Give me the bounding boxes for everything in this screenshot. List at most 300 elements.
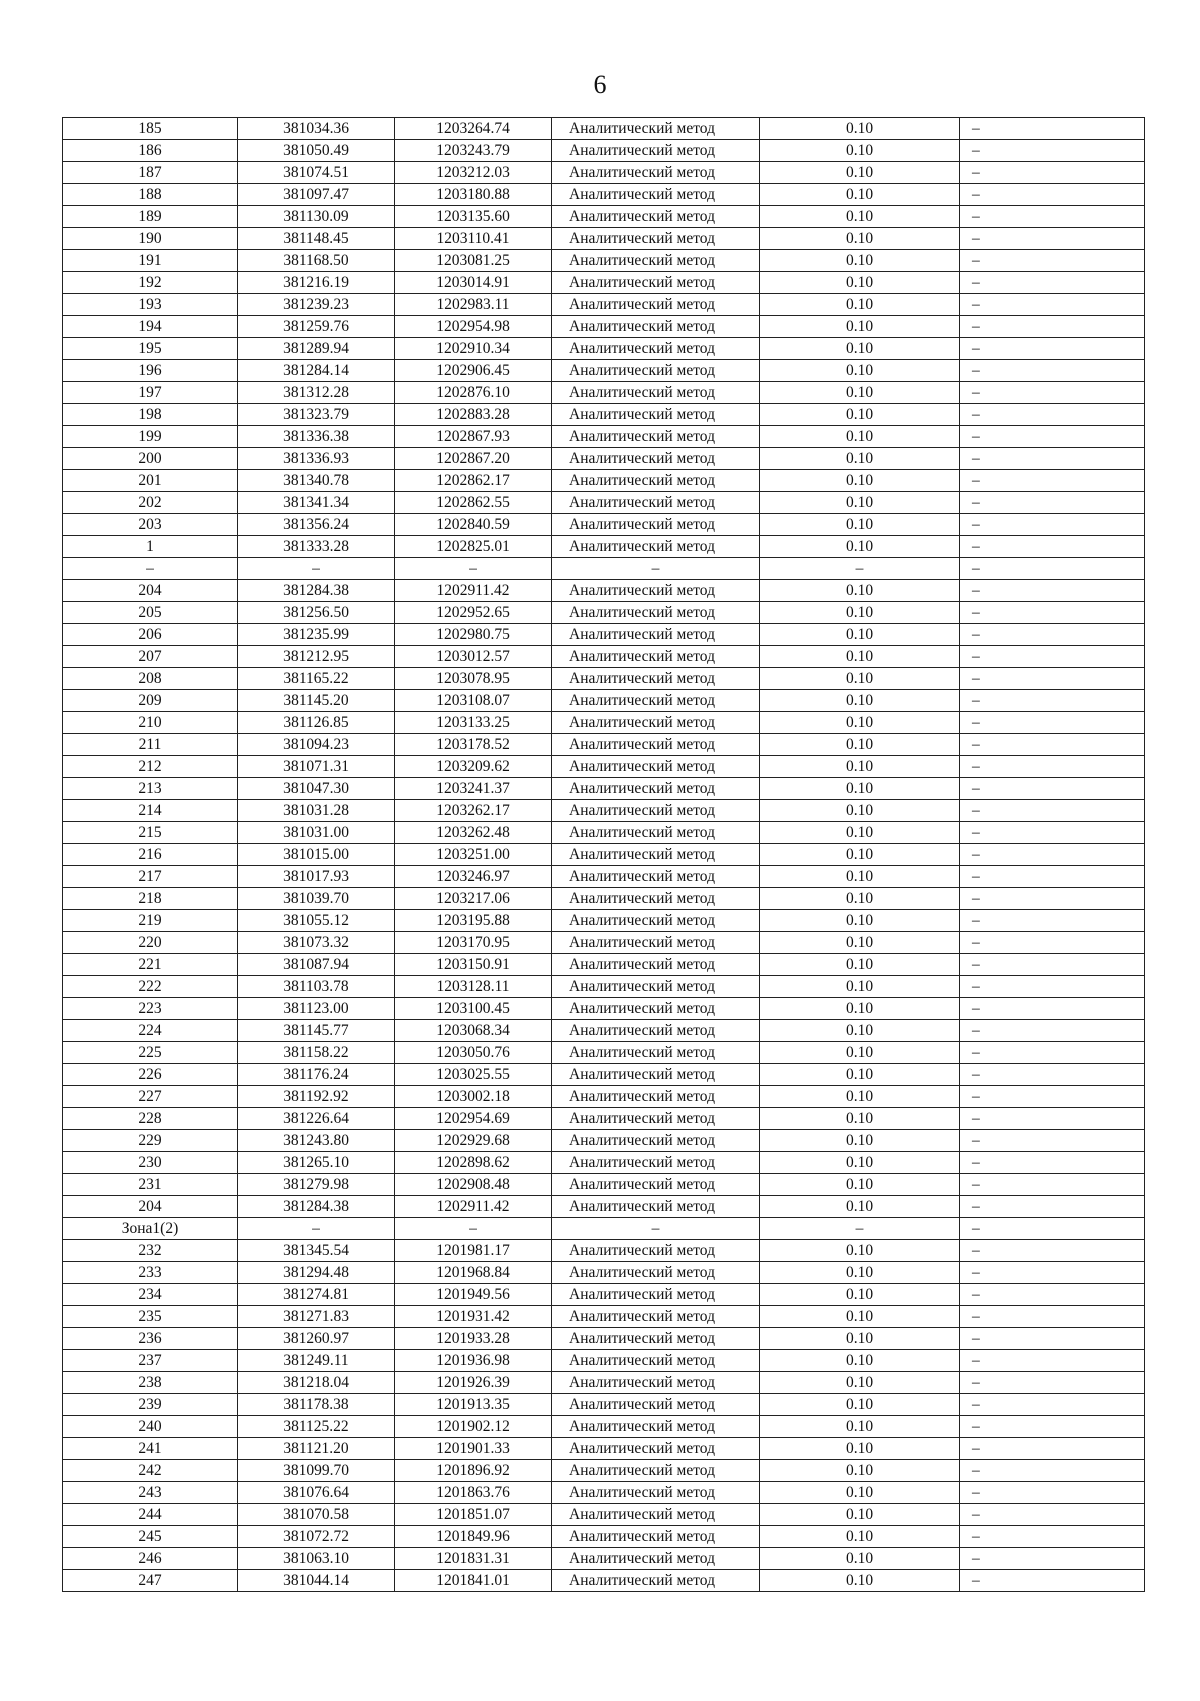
method-cell: Аналитический метод [552, 888, 760, 910]
method-cell: Аналитический метод [552, 668, 760, 690]
table-row [63, 1548, 1145, 1570]
method-cell: Аналитический метод [552, 184, 760, 206]
point-number-cell: 234 [63, 1284, 238, 1306]
method-cell: Аналитический метод [552, 1328, 760, 1350]
method-cell: Аналитический метод [552, 756, 760, 778]
y-coordinate-cell: 1203133.25 [395, 712, 552, 734]
point-number-cell: 190 [63, 228, 238, 250]
table-row [63, 1350, 1145, 1372]
point-number-cell: 223 [63, 998, 238, 1020]
remark-cell: – [960, 866, 1145, 888]
table-row [63, 1570, 1145, 1592]
remark-cell: – [960, 844, 1145, 866]
table-row [63, 360, 1145, 382]
method-cell: Аналитический метод [552, 1482, 760, 1504]
table-row [63, 426, 1145, 448]
table-row [63, 1460, 1145, 1482]
method-cell: Аналитический метод [552, 778, 760, 800]
table-row [63, 1020, 1145, 1042]
table-row [63, 1196, 1145, 1218]
point-number-cell: 245 [63, 1526, 238, 1548]
remark-cell: – [960, 668, 1145, 690]
y-coordinate-cell: 1201931.42 [395, 1306, 552, 1328]
method-cell: Аналитический метод [552, 140, 760, 162]
accuracy-cell: 0.10 [760, 1350, 960, 1372]
table-row [63, 800, 1145, 822]
x-coordinate-cell: 381345.54 [238, 1240, 395, 1262]
method-cell: Аналитический метод [552, 294, 760, 316]
accuracy-cell: 0.10 [760, 1130, 960, 1152]
accuracy-cell: 0.10 [760, 954, 960, 976]
y-coordinate-cell: 1201851.07 [395, 1504, 552, 1526]
method-cell: Аналитический метод [552, 976, 760, 998]
point-number-cell: 226 [63, 1064, 238, 1086]
x-coordinate-cell: 381259.76 [238, 316, 395, 338]
method-cell: Аналитический метод [552, 800, 760, 822]
table-row [63, 404, 1145, 426]
point-number-cell: 240 [63, 1416, 238, 1438]
x-coordinate-cell: 381212.95 [238, 646, 395, 668]
point-number-cell: 193 [63, 294, 238, 316]
y-coordinate-cell: 1203002.18 [395, 1086, 552, 1108]
point-number-cell: 1 [63, 536, 238, 558]
x-coordinate-cell: 381243.80 [238, 1130, 395, 1152]
x-coordinate-cell: 381192.92 [238, 1086, 395, 1108]
table-row [63, 734, 1145, 756]
table-row [63, 910, 1145, 932]
x-coordinate-cell: 381123.00 [238, 998, 395, 1020]
point-number-cell: 208 [63, 668, 238, 690]
remark-cell: – [960, 184, 1145, 206]
y-coordinate-cell: 1202910.34 [395, 338, 552, 360]
accuracy-cell: 0.10 [760, 316, 960, 338]
table-row [63, 624, 1145, 646]
y-coordinate-cell: 1203050.76 [395, 1042, 552, 1064]
table-row [63, 250, 1145, 272]
y-coordinate-cell: 1202954.98 [395, 316, 552, 338]
remark-cell: – [960, 932, 1145, 954]
x-coordinate-cell: 381336.38 [238, 426, 395, 448]
remark-cell: – [960, 294, 1145, 316]
method-cell: Аналитический метод [552, 734, 760, 756]
table-row [63, 514, 1145, 536]
x-coordinate-cell: 381071.31 [238, 756, 395, 778]
table-row [63, 118, 1145, 140]
point-number-cell: 214 [63, 800, 238, 822]
point-number-cell: 236 [63, 1328, 238, 1350]
accuracy-cell: 0.10 [760, 1262, 960, 1284]
y-coordinate-cell: 1203241.37 [395, 778, 552, 800]
point-number-cell: 231 [63, 1174, 238, 1196]
x-coordinate-cell: 381145.20 [238, 690, 395, 712]
accuracy-cell: 0.10 [760, 360, 960, 382]
accuracy-cell: 0.10 [760, 426, 960, 448]
remark-cell: – [960, 1526, 1145, 1548]
x-coordinate-cell: 381333.28 [238, 536, 395, 558]
x-coordinate-cell: 381289.94 [238, 338, 395, 360]
table-row [63, 1174, 1145, 1196]
point-number-cell: 207 [63, 646, 238, 668]
y-coordinate-cell: 1203217.06 [395, 888, 552, 910]
method-cell: Аналитический метод [552, 690, 760, 712]
table-row [63, 646, 1145, 668]
point-number-cell: 210 [63, 712, 238, 734]
point-number-cell: 242 [63, 1460, 238, 1482]
y-coordinate-cell: 1202980.75 [395, 624, 552, 646]
point-number-cell: 244 [63, 1504, 238, 1526]
table-row [63, 492, 1145, 514]
y-coordinate-cell: 1203251.00 [395, 844, 552, 866]
x-coordinate-cell: 381356.24 [238, 514, 395, 536]
remark-cell: – [960, 1218, 1145, 1240]
remark-cell: – [960, 734, 1145, 756]
point-number-cell: 222 [63, 976, 238, 998]
accuracy-cell: 0.10 [760, 492, 960, 514]
table-row [63, 338, 1145, 360]
remark-cell: – [960, 954, 1145, 976]
y-coordinate-cell: 1203150.91 [395, 954, 552, 976]
remark-cell: – [960, 646, 1145, 668]
x-coordinate-cell: 381039.70 [238, 888, 395, 910]
x-coordinate-cell: 381341.34 [238, 492, 395, 514]
y-coordinate-cell: 1203081.25 [395, 250, 552, 272]
remark-cell: – [960, 1130, 1145, 1152]
remark-cell: – [960, 492, 1145, 514]
point-number-cell: 229 [63, 1130, 238, 1152]
table-row [63, 470, 1145, 492]
accuracy-cell: 0.10 [760, 1460, 960, 1482]
remark-cell: – [960, 756, 1145, 778]
table-row [63, 316, 1145, 338]
accuracy-cell: 0.10 [760, 404, 960, 426]
remark-cell: – [960, 976, 1145, 998]
accuracy-cell: 0.10 [760, 536, 960, 558]
accuracy-cell: 0.10 [760, 1196, 960, 1218]
point-number-cell: 197 [63, 382, 238, 404]
remark-cell: – [960, 228, 1145, 250]
remark-cell: – [960, 1174, 1145, 1196]
table-row [63, 536, 1145, 558]
accuracy-cell: 0.10 [760, 1020, 960, 1042]
point-number-cell: 230 [63, 1152, 238, 1174]
remark-cell: – [960, 580, 1145, 602]
x-coordinate-cell: 381055.12 [238, 910, 395, 932]
remark-cell: – [960, 206, 1145, 228]
y-coordinate-cell: 1201902.12 [395, 1416, 552, 1438]
accuracy-cell: 0.10 [760, 448, 960, 470]
accuracy-cell: 0.10 [760, 1372, 960, 1394]
remark-cell: – [960, 1086, 1145, 1108]
table-row [63, 206, 1145, 228]
accuracy-cell: 0.10 [760, 1526, 960, 1548]
accuracy-cell: 0.10 [760, 272, 960, 294]
x-coordinate-cell: 381312.28 [238, 382, 395, 404]
method-cell: Аналитический метод [552, 822, 760, 844]
accuracy-cell: 0.10 [760, 932, 960, 954]
point-number-cell: 206 [63, 624, 238, 646]
method-cell: Аналитический метод [552, 624, 760, 646]
method-cell: Аналитический метод [552, 426, 760, 448]
x-coordinate-cell: 381074.51 [238, 162, 395, 184]
accuracy-cell: 0.10 [760, 1042, 960, 1064]
table-row [63, 1152, 1145, 1174]
x-coordinate-cell: 381271.83 [238, 1306, 395, 1328]
accuracy-cell: 0.10 [760, 184, 960, 206]
remark-cell: – [960, 1460, 1145, 1482]
y-coordinate-cell: 1203178.52 [395, 734, 552, 756]
accuracy-cell: 0.10 [760, 866, 960, 888]
point-number-cell: 201 [63, 470, 238, 492]
accuracy-cell: 0.10 [760, 1438, 960, 1460]
y-coordinate-cell: 1203110.41 [395, 228, 552, 250]
accuracy-cell: 0.10 [760, 162, 960, 184]
x-coordinate-cell: 381239.23 [238, 294, 395, 316]
accuracy-cell: 0.10 [760, 910, 960, 932]
y-coordinate-cell: 1201841.01 [395, 1570, 552, 1592]
point-number-cell: 246 [63, 1548, 238, 1570]
accuracy-cell: 0.10 [760, 1306, 960, 1328]
accuracy-cell: 0.10 [760, 118, 960, 140]
x-coordinate-cell: 381076.64 [238, 1482, 395, 1504]
page-number: 6 [593, 70, 607, 99]
accuracy-cell: 0.10 [760, 580, 960, 602]
x-coordinate-cell: 381284.14 [238, 360, 395, 382]
accuracy-cell: 0.10 [760, 602, 960, 624]
x-coordinate-cell: 381249.11 [238, 1350, 395, 1372]
method-cell: Аналитический метод [552, 360, 760, 382]
remark-cell: – [960, 536, 1145, 558]
y-coordinate-cell: 1201936.98 [395, 1350, 552, 1372]
accuracy-cell: 0.10 [760, 668, 960, 690]
method-cell: Аналитический метод [552, 998, 760, 1020]
y-coordinate-cell: 1202983.11 [395, 294, 552, 316]
method-cell: Аналитический метод [552, 316, 760, 338]
method-cell: Аналитический метод [552, 712, 760, 734]
method-cell: Аналитический метод [552, 1152, 760, 1174]
x-coordinate-cell: 381034.36 [238, 118, 395, 140]
remark-cell: – [960, 1504, 1145, 1526]
remark-cell: – [960, 1108, 1145, 1130]
method-cell: Аналитический метод [552, 954, 760, 976]
y-coordinate-cell: 1201896.92 [395, 1460, 552, 1482]
y-coordinate-cell: 1203246.97 [395, 866, 552, 888]
point-number-cell: 237 [63, 1350, 238, 1372]
x-coordinate-cell: 381168.50 [238, 250, 395, 272]
method-cell: Аналитический метод [552, 1416, 760, 1438]
y-coordinate-cell: 1203243.79 [395, 140, 552, 162]
x-coordinate-cell: 381073.32 [238, 932, 395, 954]
y-coordinate-cell: 1202876.10 [395, 382, 552, 404]
method-cell: Аналитический метод [552, 1284, 760, 1306]
x-coordinate-cell: 381279.98 [238, 1174, 395, 1196]
method-cell: Аналитический метод [552, 1262, 760, 1284]
method-cell: Аналитический метод [552, 844, 760, 866]
x-coordinate-cell: 381260.97 [238, 1328, 395, 1350]
point-number-cell: 209 [63, 690, 238, 712]
table-row [63, 228, 1145, 250]
table-row [63, 1394, 1145, 1416]
y-coordinate-cell: 1202867.93 [395, 426, 552, 448]
table-row [63, 272, 1145, 294]
y-coordinate-cell: – [395, 1218, 552, 1240]
x-coordinate-cell: 381226.64 [238, 1108, 395, 1130]
accuracy-cell: 0.10 [760, 1174, 960, 1196]
point-number-cell: 191 [63, 250, 238, 272]
point-number-cell: 203 [63, 514, 238, 536]
point-number-cell: 185 [63, 118, 238, 140]
table-row [63, 1218, 1145, 1240]
accuracy-cell: 0.10 [760, 712, 960, 734]
x-coordinate-cell: 381070.58 [238, 1504, 395, 1526]
point-number-cell: 186 [63, 140, 238, 162]
remark-cell: – [960, 998, 1145, 1020]
method-cell: Аналитический метод [552, 492, 760, 514]
table-row [63, 1130, 1145, 1152]
accuracy-cell: 0.10 [760, 250, 960, 272]
table-row [63, 1438, 1145, 1460]
method-cell: Аналитический метод [552, 1570, 760, 1592]
remark-cell: – [960, 1328, 1145, 1350]
accuracy-cell: 0.10 [760, 140, 960, 162]
y-coordinate-cell: 1203108.07 [395, 690, 552, 712]
remark-cell: – [960, 1284, 1145, 1306]
accuracy-cell: – [760, 1218, 960, 1240]
method-cell: Аналитический метод [552, 602, 760, 624]
method-cell: Аналитический метод [552, 1130, 760, 1152]
table-row [63, 602, 1145, 624]
point-number-cell: 243 [63, 1482, 238, 1504]
remark-cell: – [960, 558, 1145, 580]
accuracy-cell: 0.10 [760, 844, 960, 866]
x-coordinate-cell: 381017.93 [238, 866, 395, 888]
point-number-cell: 195 [63, 338, 238, 360]
point-number-cell: 247 [63, 1570, 238, 1592]
point-number-cell: 205 [63, 602, 238, 624]
remark-cell: – [960, 1042, 1145, 1064]
y-coordinate-cell: 1203180.88 [395, 184, 552, 206]
method-cell: Аналитический метод [552, 580, 760, 602]
accuracy-cell: 0.10 [760, 1328, 960, 1350]
point-number-cell: 221 [63, 954, 238, 976]
method-cell: Аналитический метод [552, 1196, 760, 1218]
point-number-cell: 192 [63, 272, 238, 294]
table-row [63, 448, 1145, 470]
point-number-cell: 204 [63, 1196, 238, 1218]
x-coordinate-cell: 381178.38 [238, 1394, 395, 1416]
y-coordinate-cell: 1201933.28 [395, 1328, 552, 1350]
remark-cell: – [960, 1196, 1145, 1218]
point-number-cell: 213 [63, 778, 238, 800]
y-coordinate-cell: 1201849.96 [395, 1526, 552, 1548]
point-number-cell: 188 [63, 184, 238, 206]
remark-cell: – [960, 624, 1145, 646]
accuracy-cell: 0.10 [760, 1086, 960, 1108]
y-coordinate-cell: 1203262.17 [395, 800, 552, 822]
x-coordinate-cell: 381121.20 [238, 1438, 395, 1460]
method-cell: Аналитический метод [552, 1240, 760, 1262]
method-cell: Аналитический метод [552, 1020, 760, 1042]
remark-cell: – [960, 426, 1145, 448]
point-number-cell: 202 [63, 492, 238, 514]
remark-cell: – [960, 1240, 1145, 1262]
method-cell: Аналитический метод [552, 250, 760, 272]
table-row [63, 866, 1145, 888]
remark-cell: – [960, 316, 1145, 338]
table-row [63, 712, 1145, 734]
table-row [63, 294, 1145, 316]
x-coordinate-cell: 381125.22 [238, 1416, 395, 1438]
x-coordinate-cell: 381145.77 [238, 1020, 395, 1042]
accuracy-cell: 0.10 [760, 800, 960, 822]
method-cell: Аналитический метод [552, 118, 760, 140]
y-coordinate-cell: 1202862.17 [395, 470, 552, 492]
x-coordinate-cell: 381094.23 [238, 734, 395, 756]
remark-cell: – [960, 1372, 1145, 1394]
remark-cell: – [960, 712, 1145, 734]
method-cell: Аналитический метод [552, 1438, 760, 1460]
remark-cell: – [960, 1482, 1145, 1504]
x-coordinate-cell: 381103.78 [238, 976, 395, 998]
x-coordinate-cell: 381336.93 [238, 448, 395, 470]
point-number-cell: 215 [63, 822, 238, 844]
remark-cell: – [960, 1306, 1145, 1328]
accuracy-cell: 0.10 [760, 294, 960, 316]
remark-cell: – [960, 800, 1145, 822]
table-row [63, 382, 1145, 404]
accuracy-cell: 0.10 [760, 1284, 960, 1306]
table-row [63, 690, 1145, 712]
accuracy-cell: 0.10 [760, 338, 960, 360]
accuracy-cell: 0.10 [760, 646, 960, 668]
y-coordinate-cell: 1201981.17 [395, 1240, 552, 1262]
method-cell: Аналитический метод [552, 866, 760, 888]
point-number-cell: 200 [63, 448, 238, 470]
remark-cell: – [960, 382, 1145, 404]
accuracy-cell: 0.10 [760, 734, 960, 756]
y-coordinate-cell: 1202906.45 [395, 360, 552, 382]
y-coordinate-cell: 1203025.55 [395, 1064, 552, 1086]
remark-cell: – [960, 1548, 1145, 1570]
remark-cell: – [960, 470, 1145, 492]
accuracy-cell: 0.10 [760, 778, 960, 800]
remark-cell: – [960, 162, 1145, 184]
x-coordinate-cell: 381165.22 [238, 668, 395, 690]
method-cell: Аналитический метод [552, 338, 760, 360]
method-cell: Аналитический метод [552, 646, 760, 668]
method-cell: Аналитический метод [552, 1086, 760, 1108]
point-number-cell: 235 [63, 1306, 238, 1328]
method-cell: Аналитический метод [552, 448, 760, 470]
x-coordinate-cell: 381284.38 [238, 1196, 395, 1218]
x-coordinate-cell: 381063.10 [238, 1548, 395, 1570]
remark-cell: – [960, 822, 1145, 844]
x-coordinate-cell: 381235.99 [238, 624, 395, 646]
y-coordinate-cell: 1203209.62 [395, 756, 552, 778]
x-coordinate-cell: – [238, 558, 395, 580]
y-coordinate-cell: 1202825.01 [395, 536, 552, 558]
x-coordinate-cell: 381126.85 [238, 712, 395, 734]
x-coordinate-cell: 381099.70 [238, 1460, 395, 1482]
y-coordinate-cell: 1203264.74 [395, 118, 552, 140]
remark-cell: – [960, 1394, 1145, 1416]
table-row [63, 932, 1145, 954]
x-coordinate-cell: 381216.19 [238, 272, 395, 294]
table-row [63, 1064, 1145, 1086]
method-cell: Аналитический метод [552, 1350, 760, 1372]
y-coordinate-cell: 1203128.11 [395, 976, 552, 998]
method-cell: Аналитический метод [552, 1174, 760, 1196]
point-number-cell: 219 [63, 910, 238, 932]
